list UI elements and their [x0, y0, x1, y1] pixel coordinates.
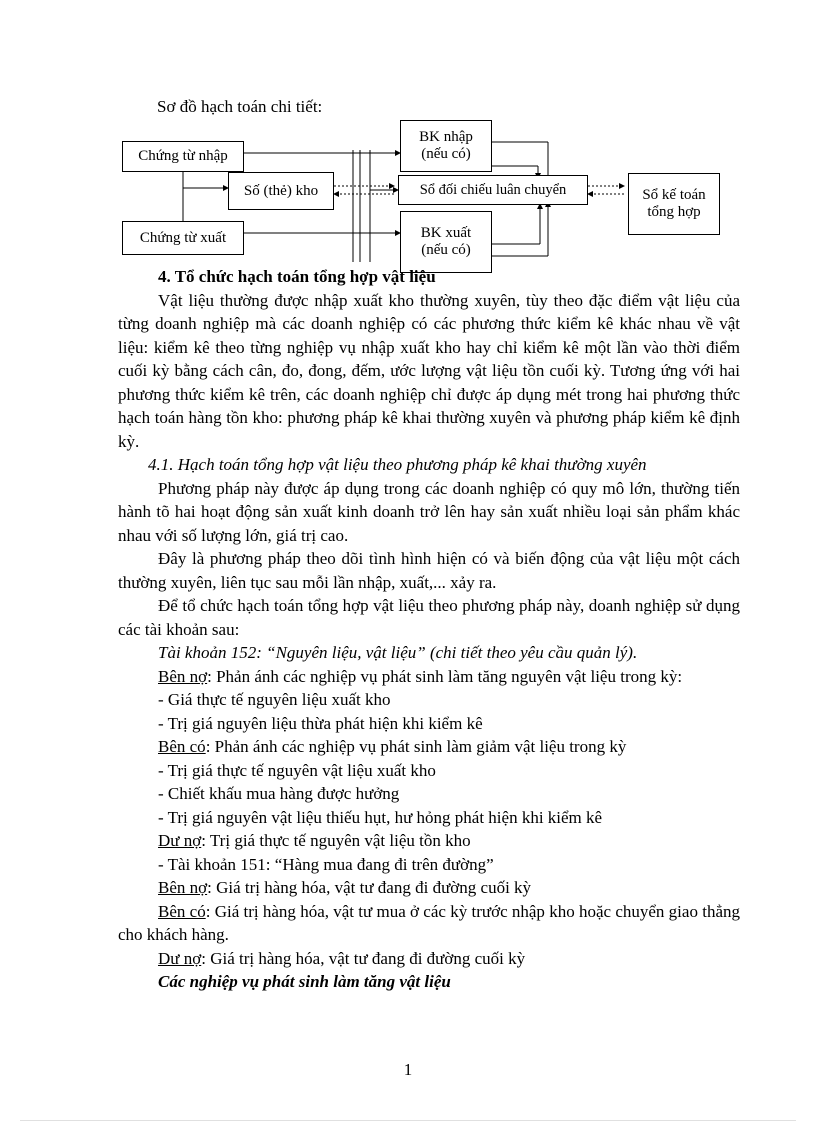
accounting-flow-diagram [0, 0, 816, 300]
list-line: - Trị giá thực tế nguyên vật liệu xuất kho [158, 760, 436, 780]
paragraph: Đây là phương pháp theo dõi tình hình hiện có và biến động của vật liệu một cách thường xuyên, liên tục sau mỗi lần nhập, xuất,... xảy ra. [118, 549, 740, 592]
box-so-doi-chieu: Sổ đối chiếu luân chuyển [398, 175, 588, 205]
du-no-line [118, 829, 740, 853]
final-heading: Các nghiệp vụ phát sinh làm tăng vật liệu [158, 972, 451, 991]
du-no-text: : Trị giá thực tế nguyên vật liệu tồn kho [201, 831, 471, 850]
ben-no-line-2 [118, 876, 740, 900]
ben-no-label: Bên nợ [158, 666, 208, 686]
box-so-ke-toan-tong-hop: Sổ kế toán tổng hợp [628, 173, 720, 235]
diagram-caption: Sơ đồ hạch toán chi tiết: [157, 97, 323, 116]
du-no-label: Dư nợ [158, 948, 202, 968]
du-no-text: : Giá trị hàng hóa, vật tư đang đi đường cuối kỳ [201, 948, 526, 968]
box-bk-xuat: BK xuất (nếu có) [400, 211, 492, 273]
ben-co-line-2 [118, 900, 740, 947]
subsection-heading: 4.1. Hạch toán tổng hợp vật liệu theo phương pháp kê khai thường xuyên [148, 455, 647, 474]
list-line: - Trị giá nguyên liệu thừa phát hiện khi kiểm kê [158, 713, 483, 733]
body-text [118, 265, 740, 994]
ben-co-line [118, 735, 740, 759]
list-line: - Giá thực tế nguyên liệu xuất kho [158, 690, 391, 709]
ben-co-text: : Phản ánh các nghiệp vụ phát sinh làm giảm vật liệu trong kỳ [205, 737, 627, 756]
box-so-the-kho: Số (thẻ) kho [228, 172, 334, 210]
ben-no-line [118, 665, 740, 689]
ben-co-text: : Giá trị hàng hóa, vật tư mua ở các kỳ trước nhập kho hoặc chuyển giao thẳng cho khách hàng. [118, 901, 740, 944]
paragraph: Phương pháp này được áp dụng trong các doanh nghiệp có quy mô lớn, thường tiến hành tõ hai hoạt động sản xuất kinh doanh trở lên hay sản xuất nhiều loại sản phẩm khác nhau với số lượng lớn, giá trị cao. [118, 478, 740, 545]
ben-no-text: : Phản ánh các nghiệp vụ phát sinh làm tăng nguyên vật liệu trong kỳ: [207, 666, 683, 686]
du-no-line-2 [118, 947, 740, 971]
footer-divider [20, 1120, 796, 1121]
paragraph: Để tổ chức hạch toán tổng hợp vật liệu theo phương pháp này, doanh nghiệp sử dụng các tài khoản sau: [118, 596, 740, 639]
account-152-line: Tài khoản 152: “Nguyên liệu, vật liệu” (chi tiết theo yêu cầu quản lý). [158, 643, 638, 662]
list-line: - Chiết khấu mua hàng được hưởng [158, 784, 400, 803]
ben-no-text: : Giá trị hàng hóa, vật tư đang đi đường cuối kỳ [207, 878, 532, 897]
paragraph: Vật liệu thường được nhập xuất kho thường xuyên, tùy theo đặc điểm vật liệu của từng doanh nghiệp mà các doanh nghiệp có các phương thức kiểm kê khác nhau về vật liệu: kiểm kê theo từng nghiệp vụ nhập xuất kho hay chỉ kiểm kê một lần vào thời điểm cuối kỳ bằng cách cân, đo, đong, đếm, ước lượng vật liệu tồn cuối kỳ. Tương ứng với hai phương thức kiểm kê trên, các doanh nghiệp chỉ được áp dụng mét trong hai phương thức hạch toán hàng tồn kho: phương pháp kê khai thường xuyên và phương pháp kiểm kê định kỳ. [118, 290, 740, 451]
section-heading: 4. Tổ chức hạch toán tổng hợp vật liệu [158, 267, 436, 286]
box-bk-nhap: BK nhập (nếu có) [400, 120, 492, 172]
box-chung-tu-xuat: Chứng từ xuất [122, 221, 244, 255]
du-no-label: Dư nợ [158, 831, 202, 850]
ben-co-label: Bên có [158, 901, 206, 921]
box-chung-tu-nhap: Chứng từ nhập [122, 141, 244, 172]
list-line: - Trị giá nguyên vật liệu thiếu hụt, hư hỏng phát hiện khi kiểm kê [158, 807, 603, 827]
ben-co-label: Bên có [158, 737, 206, 756]
ben-no-label: Bên nợ [158, 878, 208, 897]
account-151-line: - Tài khoản 151: “Hàng mua đang đi trên đường” [158, 854, 494, 874]
page-number: 1 [403, 1060, 413, 1079]
